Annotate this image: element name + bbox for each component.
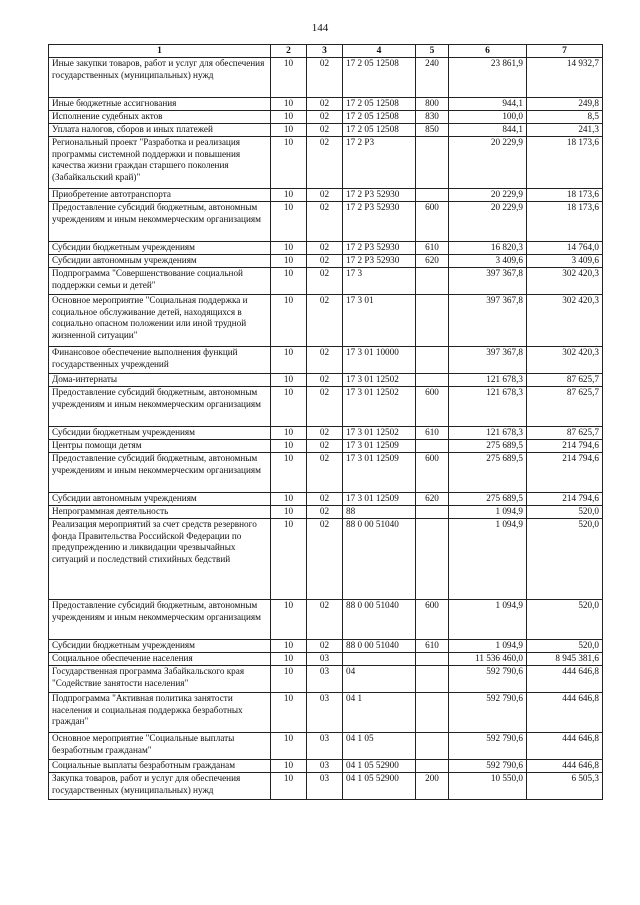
- row-value-6: 397 367,8: [449, 295, 527, 347]
- row-csr: 17 2 05 12508: [343, 58, 416, 98]
- row-csr: 17 3 01 12502: [343, 374, 416, 387]
- row-csr: 17 3 01 12502: [343, 387, 416, 427]
- row-pr: 02: [307, 453, 343, 493]
- row-pr: 02: [307, 137, 343, 189]
- row-value-7: 241,3: [527, 124, 603, 137]
- row-csr: 88: [343, 506, 416, 519]
- row-name: Подпрограмма "Совершенствование социальной поддержки семьи и детей": [49, 268, 271, 295]
- row-pr: 02: [307, 506, 343, 519]
- row-pr: 02: [307, 600, 343, 640]
- row-vr: [416, 760, 449, 773]
- table-row: [49, 440, 603, 453]
- row-pr: 02: [307, 374, 343, 387]
- row-csr: 17 3 01: [343, 295, 416, 347]
- row-value-6: 20 229,9: [449, 137, 527, 189]
- row-csr: 17 3 01 12509: [343, 440, 416, 453]
- header-cell: 2: [271, 45, 307, 58]
- row-rz: 10: [271, 600, 307, 640]
- row-vr: 800: [416, 98, 449, 111]
- row-rz: 10: [271, 242, 307, 255]
- row-pr: 03: [307, 733, 343, 760]
- row-name: Иные закупки товаров, работ и услуг для обеспечения государственных (муниципальных) нужд: [49, 58, 271, 98]
- table-row: [49, 640, 603, 653]
- row-csr: [343, 653, 416, 666]
- row-value-6: 275 689,5: [449, 440, 527, 453]
- row-rz: 10: [271, 98, 307, 111]
- row-value-6: 944,1: [449, 98, 527, 111]
- row-rz: 10: [271, 440, 307, 453]
- row-csr: 17 3 01 12502: [343, 427, 416, 440]
- header-cell: 4: [343, 45, 416, 58]
- header-row: [49, 45, 603, 58]
- row-vr: 240: [416, 58, 449, 98]
- row-rz: 10: [271, 653, 307, 666]
- row-csr: 17 3 01 12509: [343, 453, 416, 493]
- row-csr: 17 2 P3 52930: [343, 255, 416, 268]
- row-csr: 17 3: [343, 268, 416, 295]
- row-pr: 02: [307, 493, 343, 506]
- row-name: Закупка товаров, работ и услуг для обеспечения государственных (муниципальных) нужд: [49, 773, 271, 800]
- row-name: Основное мероприятие "Социальная поддержка и социальное обслуживание детей, находящихся в социально опасном положении или иной трудной жизненной ситуации": [49, 295, 271, 347]
- table-row: [49, 693, 603, 733]
- row-rz: 10: [271, 640, 307, 653]
- row-value-6: 1 094,9: [449, 506, 527, 519]
- row-name: Предоставление субсидий бюджетным, автономным учреждениям и иным некоммерческим организациям: [49, 387, 271, 427]
- header-cell: 6: [449, 45, 527, 58]
- table-row: [49, 773, 603, 800]
- row-value-6: 121 678,3: [449, 374, 527, 387]
- row-value-7: 6 505,3: [527, 773, 603, 800]
- row-pr: 02: [307, 202, 343, 242]
- row-value-7: 520,0: [527, 640, 603, 653]
- row-csr: 17 2 P3 52930: [343, 242, 416, 255]
- table-row: [49, 295, 603, 347]
- row-pr: 03: [307, 666, 343, 693]
- budget-table: [48, 44, 603, 800]
- row-vr: [416, 189, 449, 202]
- row-csr: 04 1: [343, 693, 416, 733]
- table-row: [49, 374, 603, 387]
- table-row: [49, 124, 603, 137]
- row-vr: [416, 506, 449, 519]
- row-value-7: 249,8: [527, 98, 603, 111]
- table-row: [49, 242, 603, 255]
- row-vr: 830: [416, 111, 449, 124]
- row-pr: 02: [307, 519, 343, 600]
- row-value-6: 1 094,9: [449, 519, 527, 600]
- row-pr: 02: [307, 427, 343, 440]
- row-value-6: 16 820,3: [449, 242, 527, 255]
- row-value-6: 100,0: [449, 111, 527, 124]
- row-csr: 04 1 05: [343, 733, 416, 760]
- row-value-6: 23 861,9: [449, 58, 527, 98]
- row-value-6: 275 689,5: [449, 493, 527, 506]
- row-vr: [416, 347, 449, 374]
- row-value-6: 1 094,9: [449, 600, 527, 640]
- row-value-6: 3 409,6: [449, 255, 527, 268]
- row-value-7: 18 173,6: [527, 137, 603, 189]
- row-name: Непрограммная деятельность: [49, 506, 271, 519]
- row-value-6: 397 367,8: [449, 347, 527, 374]
- table-row: [49, 733, 603, 760]
- row-vr: [416, 733, 449, 760]
- row-name: Предоставление субсидий бюджетным, автономным учреждениям и иным некоммерческим организациям: [49, 600, 271, 640]
- row-rz: 10: [271, 453, 307, 493]
- row-value-7: 214 794,6: [527, 453, 603, 493]
- header-cell: 5: [416, 45, 449, 58]
- table-row: [49, 453, 603, 493]
- row-pr: 03: [307, 773, 343, 800]
- table-row: [49, 111, 603, 124]
- row-value-6: 592 790,6: [449, 733, 527, 760]
- row-pr: 02: [307, 387, 343, 427]
- table-row: [49, 387, 603, 427]
- row-csr: 88 0 00 51040: [343, 519, 416, 600]
- row-value-6: 10 550,0: [449, 773, 527, 800]
- row-rz: 10: [271, 519, 307, 600]
- row-pr: 02: [307, 111, 343, 124]
- row-name: Социальные выплаты безработным гражданам: [49, 760, 271, 773]
- row-vr: 600: [416, 453, 449, 493]
- table-row: [49, 653, 603, 666]
- row-vr: [416, 268, 449, 295]
- row-name: Субсидии бюджетным учреждениям: [49, 242, 271, 255]
- row-rz: 10: [271, 58, 307, 98]
- row-vr: 620: [416, 493, 449, 506]
- row-value-7: 14 764,0: [527, 242, 603, 255]
- row-vr: [416, 137, 449, 189]
- row-name: Исполнение судебных актов: [49, 111, 271, 124]
- row-value-7: 87 625,7: [527, 427, 603, 440]
- row-rz: 10: [271, 773, 307, 800]
- row-value-6: 844,1: [449, 124, 527, 137]
- row-value-7: 18 173,6: [527, 202, 603, 242]
- row-name: Центры помощи детям: [49, 440, 271, 453]
- row-value-7: 87 625,7: [527, 374, 603, 387]
- row-rz: 10: [271, 506, 307, 519]
- row-pr: 02: [307, 640, 343, 653]
- row-rz: 10: [271, 666, 307, 693]
- row-rz: 10: [271, 427, 307, 440]
- row-rz: 10: [271, 295, 307, 347]
- row-name: Субсидии автономным учреждениям: [49, 493, 271, 506]
- row-rz: 10: [271, 693, 307, 733]
- row-rz: 10: [271, 387, 307, 427]
- table-row: [49, 666, 603, 693]
- table-row: [49, 519, 603, 600]
- row-vr: [416, 295, 449, 347]
- row-rz: 10: [271, 202, 307, 242]
- row-pr: 02: [307, 255, 343, 268]
- row-vr: 620: [416, 255, 449, 268]
- row-value-6: 592 790,6: [449, 760, 527, 773]
- row-name: Субсидии бюджетным учреждениям: [49, 640, 271, 653]
- row-value-6: 1 094,9: [449, 640, 527, 653]
- row-csr: 17 2 P3: [343, 137, 416, 189]
- row-value-7: 18 173,6: [527, 189, 603, 202]
- table-row: [49, 189, 603, 202]
- row-name: Предоставление субсидий бюджетным, автономным учреждениям и иным некоммерческим организациям: [49, 453, 271, 493]
- row-value-6: 397 367,8: [449, 268, 527, 295]
- table-row: [49, 506, 603, 519]
- row-value-7: 8 945 381,6: [527, 653, 603, 666]
- row-pr: 03: [307, 653, 343, 666]
- row-vr: [416, 666, 449, 693]
- row-value-7: 87 625,7: [527, 387, 603, 427]
- row-value-6: 592 790,6: [449, 693, 527, 733]
- row-name: Подпрограмма "Активная политика занятости населения и социальная поддержка безработных граждан": [49, 693, 271, 733]
- table-row: [49, 58, 603, 98]
- row-name: Основное мероприятие "Социальные выплаты безработным гражданам": [49, 733, 271, 760]
- row-value-7: 214 794,6: [527, 440, 603, 453]
- row-csr: 17 2 05 12508: [343, 124, 416, 137]
- row-value-7: 520,0: [527, 519, 603, 600]
- row-name: Субсидии бюджетным учреждениям: [49, 427, 271, 440]
- row-pr: 03: [307, 693, 343, 733]
- row-rz: 10: [271, 760, 307, 773]
- row-value-7: 302 420,3: [527, 268, 603, 295]
- header-cell: 7: [527, 45, 603, 58]
- table-row: [49, 600, 603, 640]
- row-vr: [416, 519, 449, 600]
- row-csr: 17 2 P3 52930: [343, 202, 416, 242]
- row-vr: 610: [416, 242, 449, 255]
- page-number: 144: [311, 22, 329, 34]
- row-value-7: 3 409,6: [527, 255, 603, 268]
- table-row: [49, 98, 603, 111]
- row-rz: 10: [271, 255, 307, 268]
- row-value-7: 520,0: [527, 506, 603, 519]
- row-csr: 88 0 00 51040: [343, 640, 416, 653]
- header-cell: 3: [307, 45, 343, 58]
- row-vr: 600: [416, 202, 449, 242]
- table-row: [49, 255, 603, 268]
- row-rz: 10: [271, 137, 307, 189]
- row-rz: 10: [271, 374, 307, 387]
- row-csr: 17 2 05 12508: [343, 111, 416, 124]
- row-pr: 02: [307, 347, 343, 374]
- row-value-6: 121 678,3: [449, 427, 527, 440]
- row-pr: 02: [307, 124, 343, 137]
- row-csr: 88 0 00 51040: [343, 600, 416, 640]
- row-rz: 10: [271, 493, 307, 506]
- row-pr: 02: [307, 58, 343, 98]
- row-csr: 04 1 05 52900: [343, 760, 416, 773]
- row-name: Финансовое обеспечение выполнения функций государственных учреждений: [49, 347, 271, 374]
- row-value-6: 11 536 460,0: [449, 653, 527, 666]
- row-value-6: 20 229,9: [449, 189, 527, 202]
- row-value-7: 444 646,8: [527, 666, 603, 693]
- row-value-7: 14 932,7: [527, 58, 603, 98]
- row-csr: 04: [343, 666, 416, 693]
- row-pr: 02: [307, 295, 343, 347]
- row-vr: [416, 374, 449, 387]
- row-csr: 17 2 P3 52930: [343, 189, 416, 202]
- row-value-6: 121 678,3: [449, 387, 527, 427]
- row-value-7: 302 420,3: [527, 347, 603, 374]
- row-value-6: 275 689,5: [449, 453, 527, 493]
- row-pr: 02: [307, 98, 343, 111]
- row-name: Социальное обеспечение населения: [49, 653, 271, 666]
- row-vr: 600: [416, 600, 449, 640]
- table-row: [49, 202, 603, 242]
- row-name: Приобретение автотранспорта: [49, 189, 271, 202]
- row-name: Дома-интернаты: [49, 374, 271, 387]
- row-value-7: 214 794,6: [527, 493, 603, 506]
- row-vr: [416, 693, 449, 733]
- row-value-7: 520,0: [527, 600, 603, 640]
- row-vr: 850: [416, 124, 449, 137]
- row-pr: 02: [307, 440, 343, 453]
- row-rz: 10: [271, 124, 307, 137]
- header-cell: 1: [49, 45, 271, 58]
- row-rz: 10: [271, 347, 307, 374]
- row-value-7: 444 646,8: [527, 693, 603, 733]
- row-vr: 610: [416, 640, 449, 653]
- row-vr: [416, 440, 449, 453]
- row-csr: 17 3 01 12509: [343, 493, 416, 506]
- table-row: [49, 760, 603, 773]
- row-value-7: 302 420,3: [527, 295, 603, 347]
- row-pr: 02: [307, 189, 343, 202]
- row-name: Иные бюджетные ассигнования: [49, 98, 271, 111]
- row-rz: 10: [271, 111, 307, 124]
- table-row: [49, 427, 603, 440]
- row-pr: 02: [307, 242, 343, 255]
- row-rz: 10: [271, 733, 307, 760]
- row-rz: 10: [271, 268, 307, 295]
- row-name: Субсидии автономным учреждениям: [49, 255, 271, 268]
- row-rz: 10: [271, 189, 307, 202]
- row-pr: 02: [307, 268, 343, 295]
- row-name: Реализация мероприятий за счет средств резервного фонда Правительства Российской Федерации по предупреждению и ликвидации чрезвычайных ситуаций и последствий стихийных бедствий: [49, 519, 271, 600]
- row-value-7: 444 646,8: [527, 760, 603, 773]
- row-name: Региональный проект "Разработка и реализация программы системной поддержки и повышения качества жизни граждан старшего поколения (Забайкальский край)": [49, 137, 271, 189]
- row-name: Государственная программа Забайкальского края "Содействие занятости населения": [49, 666, 271, 693]
- row-csr: 17 2 05 12508: [343, 98, 416, 111]
- table-row: [49, 493, 603, 506]
- row-value-6: 20 229,9: [449, 202, 527, 242]
- row-vr: 610: [416, 427, 449, 440]
- row-vr: 600: [416, 387, 449, 427]
- row-csr: 17 3 01 10000: [343, 347, 416, 374]
- row-value-6: 592 790,6: [449, 666, 527, 693]
- row-value-7: 8,5: [527, 111, 603, 124]
- row-value-7: 444 646,8: [527, 733, 603, 760]
- row-pr: 03: [307, 760, 343, 773]
- table-row: [49, 137, 603, 189]
- row-csr: 04 1 05 52900: [343, 773, 416, 800]
- row-name: Предоставление субсидий бюджетным, автономным учреждениям и иным некоммерческим организациям: [49, 202, 271, 242]
- row-vr: [416, 653, 449, 666]
- row-name: Уплата налогов, сборов и иных платежей: [49, 124, 271, 137]
- table-row: [49, 347, 603, 374]
- row-vr: 200: [416, 773, 449, 800]
- table-row: [49, 268, 603, 295]
